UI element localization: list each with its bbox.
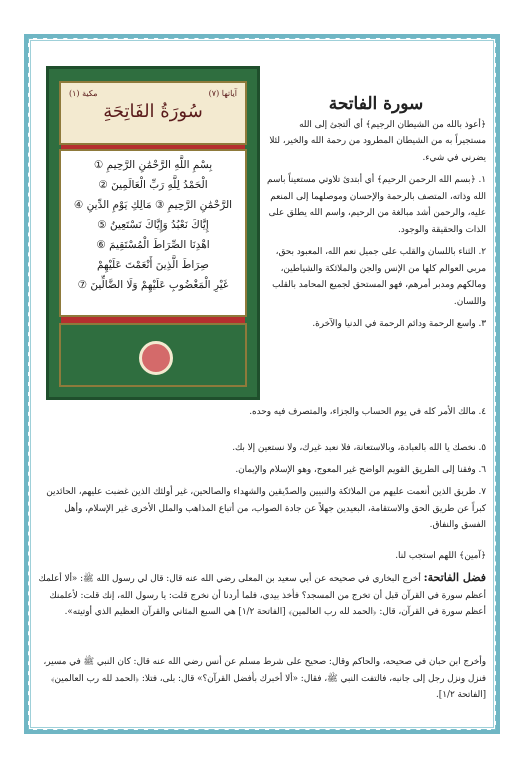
paragraph-istiadha: ﴿أعوذ بالله من الشيطان الرجيم﴾ أي ألتجئ إلى الله مستجيراً به من الشيطان المطرود من رحمة الله والخير، لئلا يضرني في شيء. (269, 119, 486, 163)
fadl-text: أخرج البخاري في صحيحه عن أبي سعيد بن المعلى رضي الله عنه قال: قال لي رسول الله ﷺ: «ألا أعلمك أعظم سورة في القرآن قبل أن تخرج من المسجد؟ فأخذ بيدي، فلما أردنا أن نخرج قلت: يا رسول الله، إنك قلت: لأعلمنك أعظم سورة في القرآن، قال: ﴿الحمد لله رب العالمين﴾ [الفاتحة ١/٢] هي السبع المثاني والقرآن العظيم الذي أوتيته». (38, 574, 486, 617)
amin-block (38, 548, 486, 565)
surah-header (59, 81, 247, 145)
flower-ornament-icon (139, 341, 173, 375)
paragraph-fadl (38, 570, 486, 621)
verse-line: الرَّحْمَٰنِ الرَّحِيمِ ③ مَالِكِ يَوْمِ الدِّينِ ④ (73, 199, 233, 211)
paragraph-verse-6-block (38, 462, 486, 479)
surah-verses (59, 149, 247, 317)
verse-line: صِرَاطَ الَّذِينَ أَنْعَمْتَ عَلَيْهِمْ (97, 259, 209, 271)
page-title: سورة الفاتحة (328, 94, 424, 114)
mushaf-panel (46, 66, 260, 400)
paragraph-verse-4: ٤. مالك الأمر كله في يوم الحساب والجزاء، والمتصرف فيه وحده. (249, 407, 486, 417)
verse-line: إِيَّاكَ نَعْبُدُ وَإِيَّاكَ نَسْتَعِينُ ⑤ (97, 219, 209, 231)
last-block (38, 654, 486, 704)
verse-line: بِسْمِ اللَّهِ الرَّحْمَٰنِ الرَّحِيمِ ① (93, 159, 213, 171)
verse-line: الْحَمْدُ لِلَّهِ رَبِّ الْعَالَمِينَ ② (98, 179, 208, 191)
paragraph-verse-7: ٧. طريق الذين أنعمت عليهم من الملائكة والنبيين والصدّيقين والشهداء والصالحين، غير أولئك الذين غضبت عليهم، الحائدين كبراً عن طريق الحق والاستقامة، البعيدين جهلاً عن جادة الصواب، من أتباع المذاهب والملل الأخرى غير الإسلام، وأهل الفسق والنفاق. (46, 487, 486, 530)
paragraph-verse-2: ٢. الثناء باللسان والقلب على جميل نعم الله، المعبود بحق، مربي العوالم كلها من الإنس والجن والملائكة والشياطين، ومالكهم ومدبر أمرهم، فهو المستحق لجميع المحامد بالقلب واللسان. (272, 247, 486, 307)
ornament-panel (59, 323, 247, 387)
paragraph-verse-5: ٥. نخصك يا الله بالعبادة، وبالاستعانة، فلا نعبد غيرك، ولا نستعين إلا بك. (232, 443, 486, 453)
paragraph-verse-3: ٣. واسع الرحمة ودائم الرحمة في الدنيا والآخرة. (312, 319, 486, 329)
paragraph-verse-6: ٦. وفقنا إلى الطريق القويم الواضح غير المعوج، وهو الإسلام والإيمان. (235, 465, 486, 475)
paragraph-verse-5-block (38, 440, 486, 457)
verse-line: اهْدِنَا الصِّرَاطَ الْمُسْتَقِيمَ ⑥ (96, 239, 210, 251)
paragraph-amin: ﴿آمين﴾ اللهم استجب لنا. (395, 551, 486, 561)
surah-verse-count: آياتها (٧) (208, 89, 237, 98)
surah-type: مكية (١) (69, 89, 98, 98)
verse-line: غَيْرِ الْمَغْضُوبِ عَلَيْهِمْ وَلَا الضَّالِّينَ ⑦ (77, 279, 229, 291)
tafsir-column (266, 96, 486, 339)
fadl-heading: فضل الفاتحة: (423, 571, 486, 584)
surah-header-title: سُورَةُ الفَاتِحَةِ (103, 101, 203, 122)
paragraph-verse-7-block (38, 484, 486, 534)
paragraph-verse-1: ١. ﴿بسم الله الرحمن الرحيم﴾ أي أبتدئ تلاوتي مستعيناً باسم الله وذاته، المتصف بالرحمة والإحسان وموصلهما إلى المنعم عليه، والرحمن أشد مبالغة من الرحيم، واسم الله يطلق على الذات والحقيقة والوجود. (267, 175, 486, 235)
paragraph-verse-4-block (38, 404, 486, 421)
fadl-block (38, 570, 486, 621)
paragraph-ibn-hibban: وأخرج ابن حبان في صحيحه، والحاكم وقال: صحيح على شرط مسلم عن أنس رضي الله عنه قال: كان النبي ﷺ في مسير، فنزل ونزل رجل إلى جانبه، فالتفت النبي ﷺ، فقال: «ألا أخبرك بأفضل القرآن؟» قال: بلى، فتلا: ﴿الحمد لله رب العالمين﴾ [الفاتحة ١/٢]. (43, 657, 486, 700)
